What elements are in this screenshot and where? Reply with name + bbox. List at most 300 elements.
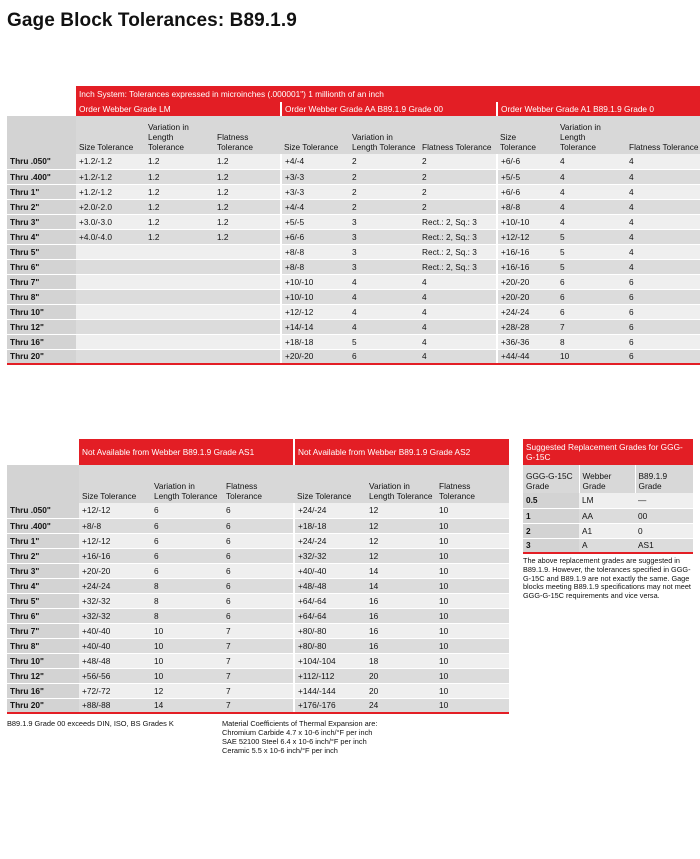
table-cell: 6 [151, 533, 223, 548]
table-cell: LM [579, 493, 635, 508]
table-cell: 6 [626, 274, 700, 289]
table-cell: 10 [436, 548, 509, 563]
table-cell: +3/-3 [281, 169, 349, 184]
table-cell: 1.2 [214, 184, 281, 199]
table-row [7, 593, 509, 608]
table-cell [145, 334, 214, 349]
table-cell: +16/-16 [497, 244, 557, 259]
group-header: Order Webber Grade A1 B89.1.9 Grade 0 [497, 102, 700, 116]
table-cell: 00 [635, 508, 693, 523]
table-cell: 1.2 [145, 214, 214, 229]
table-cell: 4 [419, 289, 497, 304]
page-title: Gage Block Tolerances: B89.1.9 [7, 10, 297, 31]
table-row [7, 518, 509, 533]
table-row [7, 668, 509, 683]
table-cell: +12/-12 [79, 503, 151, 518]
table-cell: +88/-88 [79, 698, 151, 713]
table-cell: 4 [419, 334, 497, 349]
table-cell: +4/-4 [281, 154, 349, 169]
column-header: B89.1.9 Grade [635, 465, 693, 493]
table-cell: +64/-64 [294, 608, 366, 623]
table-cell: 7 [223, 668, 294, 683]
table-cell: +4.0/-4.0 [76, 229, 145, 244]
table-cell: +5/-5 [281, 214, 349, 229]
table-row [523, 493, 693, 508]
group-header: Order Webber Grade LM [76, 102, 281, 116]
column-header: Webber Grade [579, 465, 635, 493]
table-cell: +40/-40 [79, 623, 151, 638]
table-cell: 4 [626, 199, 700, 214]
table-cell [214, 319, 281, 334]
table-cell [76, 349, 145, 364]
table-cell: 6 [223, 503, 294, 518]
table-cell [76, 274, 145, 289]
table-cell [214, 274, 281, 289]
table-cell [145, 244, 214, 259]
table-cell: 6 [223, 593, 294, 608]
table-row [7, 683, 509, 698]
table-cell: +40/-40 [294, 563, 366, 578]
table-cell: 2 [349, 169, 419, 184]
row-label: 3 [523, 538, 579, 553]
table-cell: 12 [151, 683, 223, 698]
table-cell: 8 [151, 608, 223, 623]
table-cell: 8 [151, 593, 223, 608]
table-cell [145, 319, 214, 334]
table-cell: +10/-10 [497, 214, 557, 229]
table-cell: 6 [626, 349, 700, 364]
replacement-table-title: Suggested Replacement Grades for GGG-G-15C [523, 439, 693, 465]
table-cell: +28/-28 [497, 319, 557, 334]
table-cell: +12/-12 [497, 229, 557, 244]
table-row [7, 503, 509, 518]
table-row [523, 508, 693, 523]
table-cell: +32/-32 [294, 548, 366, 563]
row-label: Thru 2" [7, 199, 76, 214]
table-cell: 7 [223, 683, 294, 698]
table-cell: 1.2 [214, 169, 281, 184]
row-label: Thru 16" [7, 334, 76, 349]
table-cell: 2 [349, 154, 419, 169]
table-cell: +72/-72 [79, 683, 151, 698]
thermal-line: Chromium Carbide 4.7 x 10-6 inch/°F per inch [222, 728, 373, 737]
table-cell: 6 [151, 518, 223, 533]
table-cell: 1.2 [214, 229, 281, 244]
table-cell: +32/-32 [79, 593, 151, 608]
column-header: Variation in Length Tolerance [145, 116, 214, 154]
table-cell: 18 [366, 653, 436, 668]
table-cell: 10 [151, 668, 223, 683]
table-row [523, 523, 693, 538]
table-row [7, 289, 700, 304]
table-row [7, 244, 700, 259]
table-cell: 10 [557, 349, 626, 364]
table-cell: 20 [366, 668, 436, 683]
table-cell: 10 [436, 503, 509, 518]
table-cell: 6 [223, 548, 294, 563]
replacement-grades-table [523, 439, 693, 554]
table-cell: 12 [366, 503, 436, 518]
table-cell: 12 [366, 533, 436, 548]
table-cell: Rect.: 2, Sq.: 3 [419, 214, 497, 229]
table-row [7, 638, 509, 653]
table-row [7, 533, 509, 548]
table-cell: 4 [349, 289, 419, 304]
table-cell [214, 244, 281, 259]
column-header: Size Tolerance [281, 116, 349, 154]
table-cell: 6 [626, 289, 700, 304]
row-label: Thru 4" [7, 229, 76, 244]
table-cell: 3 [349, 244, 419, 259]
table-cell: — [635, 493, 693, 508]
table-cell: +40/-40 [79, 638, 151, 653]
table-cell: 4 [626, 169, 700, 184]
table-cell: +16/-16 [497, 259, 557, 274]
table-cell: 2 [349, 199, 419, 214]
table-cell: 4 [557, 169, 626, 184]
row-label: Thru 7" [7, 274, 76, 289]
table-row [7, 319, 700, 334]
row-label: Thru .400" [7, 518, 79, 533]
table-cell: +112/-112 [294, 668, 366, 683]
table-cell: 6 [151, 548, 223, 563]
row-label: Thru 6" [7, 259, 76, 274]
table-cell: +64/-64 [294, 593, 366, 608]
table-cell: +1.2/-1.2 [76, 154, 145, 169]
table-cell: 1.2 [145, 169, 214, 184]
row-label: Thru 2" [7, 548, 79, 563]
table-row [7, 563, 509, 578]
row-label: Thru 1" [7, 184, 76, 199]
table-cell: 4 [557, 214, 626, 229]
table-cell: 1.2 [214, 214, 281, 229]
table-row [7, 608, 509, 623]
thermal-title: Material Coefficients of Thermal Expansion are: [222, 719, 378, 728]
table-cell: 14 [366, 563, 436, 578]
row-label: Thru 3" [7, 563, 79, 578]
table-cell: 6 [151, 563, 223, 578]
table-cell [214, 349, 281, 364]
table-cell [145, 304, 214, 319]
table-cell [214, 304, 281, 319]
table-row [7, 548, 509, 563]
table-cell: 5 [349, 334, 419, 349]
table-cell: 3 [349, 214, 419, 229]
table-cell: 4 [419, 349, 497, 364]
table-cell: 10 [436, 698, 509, 713]
table-cell [145, 259, 214, 274]
grade-footnote: B89.1.9 Grade 00 exceeds DIN, ISO, BS Grades K [7, 719, 174, 728]
table-cell [214, 259, 281, 274]
table-cell [76, 259, 145, 274]
table-cell: +16/-16 [79, 548, 151, 563]
table-cell: 6 [557, 274, 626, 289]
table-cell: +44/-44 [497, 349, 557, 364]
table-cell: 6 [151, 503, 223, 518]
table-cell: 6 [557, 289, 626, 304]
row-label: Thru 16" [7, 683, 79, 698]
table-cell: 6 [223, 608, 294, 623]
table-cell: 4 [557, 184, 626, 199]
table-cell [76, 244, 145, 259]
table-cell: 2 [419, 154, 497, 169]
table-cell: 14 [151, 698, 223, 713]
table-cell: 1.2 [214, 154, 281, 169]
column-header: Variation in Length Tolerance [366, 465, 436, 503]
row-label: 0.5 [523, 493, 579, 508]
table-cell: 10 [436, 578, 509, 593]
row-label: Thru 12" [7, 668, 79, 683]
table-row [7, 653, 509, 668]
table-cell: +10/-10 [281, 289, 349, 304]
table-cell: 0 [635, 523, 693, 538]
table-cell: 2 [419, 169, 497, 184]
table-cell: 16 [366, 608, 436, 623]
table-cell: 10 [436, 683, 509, 698]
table-cell: 10 [151, 653, 223, 668]
table-cell: 16 [366, 623, 436, 638]
row-label: Thru 7" [7, 623, 79, 638]
group-header: Not Available from Webber B89.1.9 Grade AS2 [294, 439, 509, 465]
column-header: Size Tolerance [497, 116, 557, 154]
table-cell: 4 [349, 319, 419, 334]
table-cell: +1.2/-1.2 [76, 169, 145, 184]
table-cell: +104/-104 [294, 653, 366, 668]
table-cell: +24/-24 [294, 503, 366, 518]
table-cell: +2.0/-2.0 [76, 199, 145, 214]
table-cell [214, 334, 281, 349]
table-cell: 10 [436, 593, 509, 608]
row-label: Thru 1" [7, 533, 79, 548]
row-label: Thru .050" [7, 154, 76, 169]
table-row [7, 154, 700, 169]
table-cell [76, 289, 145, 304]
table-cell: +20/-20 [497, 289, 557, 304]
column-header: Flatness Tolerance [223, 465, 294, 503]
table-cell: 4 [626, 259, 700, 274]
table-cell: 5 [557, 244, 626, 259]
row-label: Thru 20" [7, 349, 76, 364]
table-cell: 6 [557, 304, 626, 319]
inch-tolerance-table [7, 86, 700, 365]
row-label: Thru 8" [7, 638, 79, 653]
thermal-expansion-note [222, 719, 377, 755]
column-header: Size Tolerance [79, 465, 151, 503]
table-cell: +10/-10 [281, 274, 349, 289]
table-cell: A [579, 538, 635, 553]
table-cell: +20/-20 [79, 563, 151, 578]
table-cell: 3 [349, 259, 419, 274]
table-cell [145, 274, 214, 289]
table-cell: +24/-24 [497, 304, 557, 319]
table-cell: 6 [626, 304, 700, 319]
table-cell: 7 [223, 638, 294, 653]
table-cell [76, 319, 145, 334]
row-label: Thru 10" [7, 304, 76, 319]
table-cell: 2 [419, 184, 497, 199]
table-cell: 4 [557, 199, 626, 214]
table-cell: Rect.: 2, Sq.: 3 [419, 244, 497, 259]
table-cell: 6 [223, 518, 294, 533]
row-label: Thru .400" [7, 169, 76, 184]
table-cell: 12 [366, 518, 436, 533]
replacement-note: The above replacement grades are suggested in B89.1.9. However, the tolerances specified in GGG-G-15C and B89.1.9 are not exactly the same. Gage blocks meeting B89.1.9 specifications may not meet GGG-G-15C requirements and vice versa. [523, 556, 691, 601]
table-cell [145, 289, 214, 304]
table-cell: +20/-20 [497, 274, 557, 289]
table-cell: 10 [436, 623, 509, 638]
table-cell: +48/-48 [79, 653, 151, 668]
table-cell: 1.2 [145, 184, 214, 199]
table-cell: 10 [151, 623, 223, 638]
column-header: Size Tolerance [294, 465, 366, 503]
table-row [7, 259, 700, 274]
table-cell: 4 [626, 184, 700, 199]
table-cell: 4 [349, 274, 419, 289]
table-cell: 10 [436, 668, 509, 683]
thermal-line: Ceramic 5.5 x 10-6 inch/°F per inch [222, 746, 338, 755]
table-cell: +6/-6 [281, 229, 349, 244]
table-cell: 4 [419, 319, 497, 334]
table-row [7, 334, 700, 349]
table-cell: 4 [419, 274, 497, 289]
table-row [7, 199, 700, 214]
table-cell: 16 [366, 638, 436, 653]
thermal-line: SAE 52100 Steel 6.4 x 10-6 inch/°F per inch [222, 737, 367, 746]
table-row [7, 274, 700, 289]
column-header: Flatness Tolerance [626, 116, 700, 154]
table-cell: +5/-5 [497, 169, 557, 184]
group-header: Not Available from Webber B89.1.9 Grade AS1 [79, 439, 294, 465]
table-cell: +24/-24 [79, 578, 151, 593]
table-cell: +8/-8 [497, 199, 557, 214]
table-cell: 1.2 [145, 229, 214, 244]
table-cell: +36/-36 [497, 334, 557, 349]
table-cell: +48/-48 [294, 578, 366, 593]
table-cell: AA [579, 508, 635, 523]
row-label: Thru .050" [7, 503, 79, 518]
column-header: Flatness Tolerance [436, 465, 509, 503]
table-cell: 10 [436, 563, 509, 578]
table-cell: +56/-56 [79, 668, 151, 683]
table-cell: 1.2 [145, 199, 214, 214]
table-cell: A1 [579, 523, 635, 538]
table-cell: 3 [349, 229, 419, 244]
table-cell: 7 [223, 653, 294, 668]
table-cell: +18/-18 [294, 518, 366, 533]
table-cell [76, 334, 145, 349]
table-cell: 10 [436, 638, 509, 653]
table-cell: 2 [419, 199, 497, 214]
table-cell: +12/-12 [79, 533, 151, 548]
table-cell: 5 [557, 229, 626, 244]
table-cell: +1.2/-1.2 [76, 184, 145, 199]
table-cell: 8 [151, 578, 223, 593]
table-cell: 10 [436, 653, 509, 668]
table-row [7, 349, 700, 364]
non-webber-tolerance-table [7, 439, 509, 714]
table-cell: 1.2 [145, 154, 214, 169]
table-cell: 6 [223, 563, 294, 578]
table-cell: 4 [626, 244, 700, 259]
table-row [7, 698, 509, 713]
table-cell: 1.2 [214, 199, 281, 214]
table-cell: 16 [366, 593, 436, 608]
row-label: Thru 4" [7, 578, 79, 593]
table-cell: +6/-6 [497, 184, 557, 199]
table-cell: +144/-144 [294, 683, 366, 698]
table-cell: 4 [419, 304, 497, 319]
table-cell: 8 [557, 334, 626, 349]
table-cell: 12 [366, 548, 436, 563]
table-cell: +176/-176 [294, 698, 366, 713]
table-cell: 6 [626, 334, 700, 349]
table-cell: +80/-80 [294, 638, 366, 653]
table-cell: +20/-20 [281, 349, 349, 364]
table-cell: 10 [436, 533, 509, 548]
table-cell [214, 289, 281, 304]
table-cell: 20 [366, 683, 436, 698]
row-label: 1 [523, 508, 579, 523]
table-cell: +32/-32 [79, 608, 151, 623]
table-row [7, 229, 700, 244]
column-header: Size Tolerance [76, 116, 145, 154]
table-cell: 10 [436, 608, 509, 623]
table-cell: 6 [349, 349, 419, 364]
column-header: Flatness Tolerance [419, 116, 497, 154]
column-header: GGG-G-15C Grade [523, 465, 579, 493]
table-cell: +6/-6 [497, 154, 557, 169]
row-label: 2 [523, 523, 579, 538]
table-cell: +24/-24 [294, 533, 366, 548]
column-header: Flatness Tolerance [214, 116, 281, 154]
table-cell: 4 [349, 304, 419, 319]
column-header: Variation in Length Tolerance [557, 116, 626, 154]
table-cell: 4 [626, 229, 700, 244]
table-cell: 24 [366, 698, 436, 713]
table-cell: 10 [436, 518, 509, 533]
table-cell: +3.0/-3.0 [76, 214, 145, 229]
table-cell [76, 304, 145, 319]
table-cell: 2 [349, 184, 419, 199]
table-row [7, 623, 509, 638]
table-cell: +8/-8 [281, 244, 349, 259]
table-cell: +8/-8 [281, 259, 349, 274]
table-cell: +80/-80 [294, 623, 366, 638]
table-cell: 4 [626, 154, 700, 169]
row-label: Thru 5" [7, 244, 76, 259]
table-row [7, 184, 700, 199]
table-row [7, 169, 700, 184]
row-label: Thru 20" [7, 698, 79, 713]
table-cell: 6 [223, 578, 294, 593]
table-row [7, 214, 700, 229]
table-row [523, 538, 693, 553]
row-label: Thru 3" [7, 214, 76, 229]
table-cell: 7 [223, 623, 294, 638]
table-cell: +8/-8 [79, 518, 151, 533]
table-cell: 4 [626, 214, 700, 229]
table-cell: +12/-12 [281, 304, 349, 319]
column-header: Variation in Length Tolerance [349, 116, 419, 154]
table-cell: +3/-3 [281, 184, 349, 199]
table-cell: 4 [557, 154, 626, 169]
table-cell: 6 [223, 533, 294, 548]
row-label: Thru 10" [7, 653, 79, 668]
table-cell: 5 [557, 259, 626, 274]
table-cell: +18/-18 [281, 334, 349, 349]
row-label: Thru 6" [7, 608, 79, 623]
table-cell: 7 [223, 698, 294, 713]
